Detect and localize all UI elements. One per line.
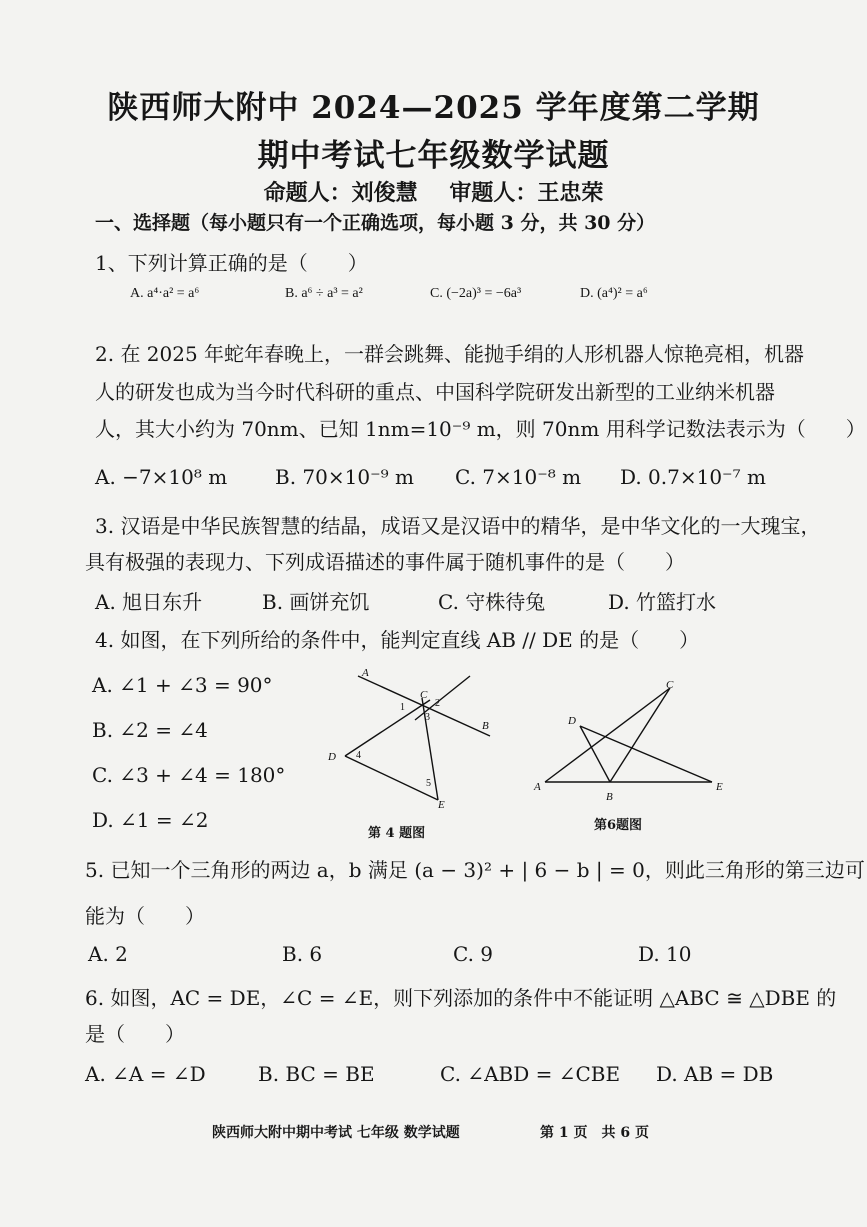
- q6-line1: 6. 如图，AC = DE，∠C = ∠E，则下列添加的条件中不能证明 △ABC ≅ △DBE 的: [85, 986, 837, 1010]
- q6-line2: 是（ ）: [85, 1022, 185, 1046]
- q2-option-b: B. 70×10⁻⁹ m: [275, 465, 414, 489]
- fig4-angle-5: 5: [426, 778, 431, 789]
- figure-4-diagram: [320, 662, 500, 812]
- line-ab: [358, 676, 490, 736]
- q1-option-b: B. a⁶ ÷ a³ = a²: [285, 286, 363, 301]
- fig4-angle-4: 4: [356, 750, 361, 761]
- figure-6-caption: 第6题图: [594, 818, 643, 833]
- q2-option-c: C. 7×10⁻⁸ m: [455, 465, 582, 489]
- q6-option-d: D. AB = DB: [656, 1062, 774, 1086]
- fig4-label-c: C: [420, 689, 428, 701]
- fig4-angle-1: 1: [400, 702, 405, 713]
- fig6-label-c: C: [666, 679, 674, 691]
- q4-option-d: D. ∠1 = ∠2: [92, 808, 209, 832]
- figure-6-diagram: [530, 676, 730, 806]
- q1-option-a: A. a⁴·a² = a⁶: [130, 286, 200, 301]
- fig4-label-a: A: [362, 667, 369, 679]
- q5-line2: 能为（ ）: [85, 904, 205, 928]
- segment-db: [580, 726, 610, 782]
- q6-option-b: B. BC = BE: [258, 1062, 375, 1086]
- q2-line1: 2. 在 2025 年蛇年春晚上，一群会跳舞、能抛手绢的人形机器人惊艳亮相，机器: [95, 342, 805, 366]
- q3-line2: 具有极强的表现力、下列成语描述的事件属于随机事件的是（ ）: [85, 550, 685, 574]
- q4-option-b: B. ∠2 = ∠4: [92, 718, 208, 742]
- q2-line3: 人，其大小约为 70nm、已知 1nm=10⁻⁹ m，则 70nm 用科学记数法表示为（ ）: [95, 417, 866, 441]
- q6-option-c: C. ∠ABD = ∠CBE: [440, 1062, 621, 1086]
- fig6-label-b: B: [606, 791, 613, 803]
- fig6-label-d: D: [568, 715, 576, 727]
- fig4-label-d: D: [328, 751, 336, 763]
- q2-line2: 人的研发也成为当今时代科研的重点、中国科学院研发出新型的工业纳米机器: [95, 380, 775, 404]
- fig4-label-e: E: [438, 799, 445, 811]
- fig4-angle-3: 3: [425, 712, 430, 723]
- q6-option-a: A. ∠A = ∠D: [85, 1062, 206, 1086]
- q5-line1: 5. 已知一个三角形的两边 a，b 满足 (a − 3)² + | 6 − b | = 0，则此三角形的第三边可: [85, 858, 865, 882]
- q5-option-a: A. 2: [88, 942, 128, 966]
- segment-dc: [345, 700, 430, 756]
- exam-title-line2: 期中考试七年级数学试题: [257, 138, 610, 174]
- q3-line1: 3. 汉语是中华民族智慧的结晶，成语又是汉语中的精华，是中华文化的一大瑰宝，: [95, 514, 821, 538]
- fig4-label-b: B: [482, 720, 489, 732]
- q4-stem: 4. 如图，在下列所给的条件中，能判定直线 AB // DE 的是（ ）: [95, 628, 700, 652]
- q5-option-c: C. 9: [453, 942, 494, 966]
- exam-title-line1: 陕西师大附中 2024—2025 学年度第二学期: [107, 90, 760, 126]
- segment-de: [345, 756, 438, 800]
- q2-option-d: D. 0.7×10⁻⁷ m: [620, 465, 766, 489]
- q2-option-a: A. −7×10⁸ m: [95, 465, 228, 489]
- section-heading: 一、选择题（每小题只有一个正确选项，每小题 3 分，共 30 分）: [95, 212, 656, 234]
- q4-option-c: C. ∠3 + ∠4 = 180°: [92, 763, 286, 787]
- reviewer-name: 审题人：王忠荣: [449, 180, 604, 206]
- q1-stem: 1、下列计算正确的是（ ）: [95, 251, 368, 275]
- segment-bc: [610, 688, 670, 782]
- footer-exam-name: 陕西师大附中期中考试 七年级 数学试题: [212, 1125, 460, 1141]
- q1-option-d: D. (a⁴)² = a⁶: [580, 286, 648, 301]
- q3-option-b: B. 画饼充饥: [262, 590, 370, 614]
- q5-option-d: D. 10: [638, 942, 692, 966]
- q1-option-c: C. (−2a)³ = −6a³: [430, 286, 522, 301]
- fig6-label-e: E: [716, 781, 723, 793]
- q3-option-d: D. 竹篮打水: [608, 590, 717, 614]
- q5-option-b: B. 6: [282, 942, 323, 966]
- author-name: 命题人：刘俊慧: [263, 180, 418, 206]
- q3-option-c: C. 守株待兔: [438, 590, 546, 614]
- q4-option-a: A. ∠1 + ∠3 = 90°: [92, 673, 273, 697]
- figure-4-caption: 第 4 题图: [368, 826, 426, 841]
- q3-option-a: A. 旭日东升: [95, 590, 203, 614]
- footer-page-number: 第 1 页 共 6 页: [540, 1125, 649, 1141]
- segment-ac: [545, 688, 670, 782]
- authors-line: [0, 176, 867, 207]
- fig6-label-a: A: [534, 781, 541, 793]
- fig4-angle-2: 2: [435, 698, 440, 709]
- segment-de: [580, 726, 712, 782]
